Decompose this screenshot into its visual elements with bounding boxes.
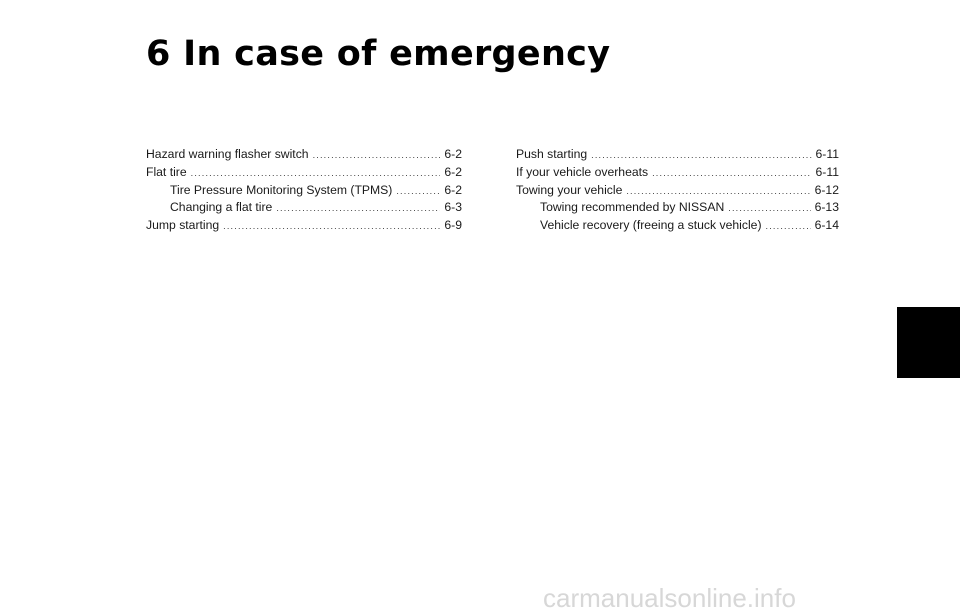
toc-dot-leader [652,165,811,183]
toc-entry-label: If your vehicle overheats [516,164,649,179]
toc-entry-page: 6-13 [814,200,839,215]
toc-entry-vehicle-recovery[interactable] [516,217,839,235]
toc-entry-label: Flat tire [146,164,187,179]
chapter-title: 6 In case of emergency [146,34,611,74]
chapter-thumb-tab [897,307,960,378]
toc-dot-leader [626,183,810,201]
toc-entry-push-starting[interactable] [516,146,839,164]
toc-dot-leader [591,147,811,165]
toc-entry-overheats[interactable] [516,164,839,182]
toc-entry-changing-flat-tire[interactable] [146,199,462,217]
toc-entry-page: 6-11 [815,164,839,179]
toc-entry-towing-vehicle[interactable] [516,182,839,200]
toc-dot-leader [766,218,811,236]
toc-entry-label: Towing recommended by NISSAN [540,200,725,215]
toc-entry-label: Tire Pressure Monitoring System (TPMS) [170,182,393,197]
toc-entry-label: Push starting [516,147,588,161]
toc-entry-page: 6-12 [814,182,839,197]
toc-entry-page: 6-2 [444,182,462,197]
toc-entry-page: 6-9 [444,218,462,233]
toc-entry-page: 6-2 [444,147,462,161]
toc-dot-leader [313,147,441,165]
toc-entry-label: Hazard warning flasher switch [146,147,309,161]
toc-dot-leader [276,200,440,218]
toc-left-column [146,146,462,235]
toc-entry-hazard-warning[interactable] [146,146,462,164]
toc-entry-tpms[interactable] [146,182,462,200]
toc-entry-page: 6-3 [444,200,462,215]
toc-entry-page: 6-14 [814,218,839,233]
toc-entry-label: Jump starting [146,218,220,233]
toc-right-column [516,146,839,235]
toc-entry-label: Vehicle recovery (freeing a stuck vehicle) [540,218,762,233]
toc-entry-jump-starting[interactable] [146,217,462,235]
toc-entry-label: Towing your vehicle [516,182,623,197]
toc-entry-flat-tire[interactable] [146,164,462,182]
watermark: carmanualsonline.info [543,583,796,613]
toc-dot-leader [223,218,440,236]
toc-entry-label: Changing a flat tire [170,200,273,215]
toc-entry-towing-recommended[interactable] [516,199,839,217]
toc-entry-page: 6-11 [815,147,839,161]
toc-dot-leader [191,165,441,183]
toc-entry-page: 6-2 [444,164,462,179]
toc-dot-leader [396,183,440,201]
toc-dot-leader [728,200,810,218]
